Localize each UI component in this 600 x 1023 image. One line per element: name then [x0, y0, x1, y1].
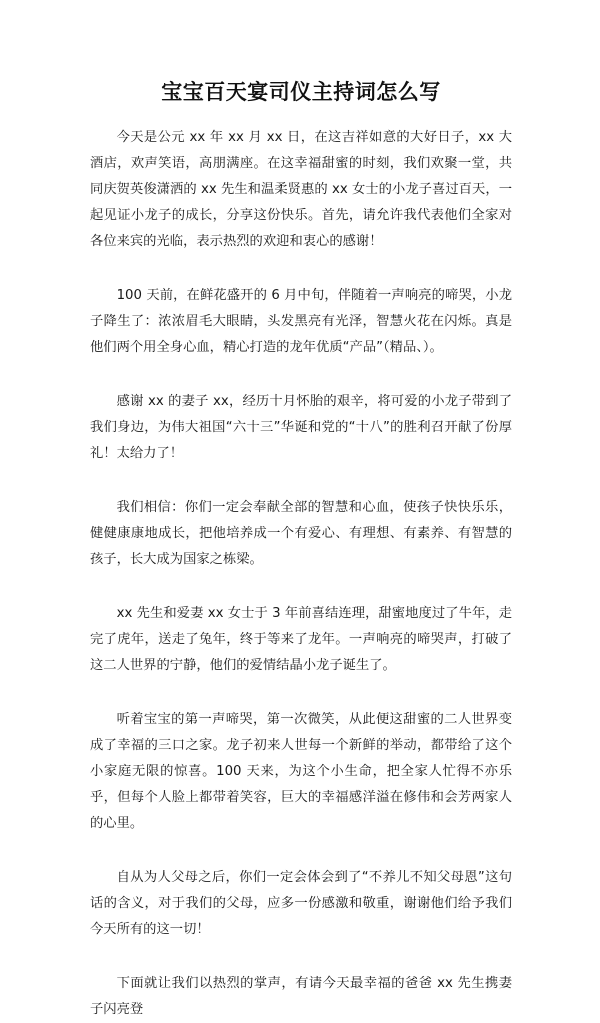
- document-title: 宝宝百天宴司仪主持词怎么写: [161, 80, 441, 104]
- paragraph-family: 听着宝宝的第一声啼哭，第一次微笑，从此便这甜蜜的二人世界变成了幸福的三口之家。龙子初来人世每一个新鲜的举动，都带给了这个小家庭无限的惊喜。100 天来，为这个小生命，把全家人忙得不亦乐乎，但每个人脸上都带着笑容，巨大的幸福感洋溢在修伟和会芳两家人的心里。: [90, 712, 512, 831]
- paragraph-marriage: xx 先生和爱妻 xx 女士于 3 年前喜结连理，甜蜜地度过了牛年，走完了虎年，送走了兔年，终于等来了龙年。一声响亮的啼哭声，打破了这二人世界的宁静，他们的爱情结晶小龙子诞生了。: [90, 606, 512, 673]
- paragraph-opening: 今天是公元 xx 年 xx 月 xx 日，在这吉祥如意的大好日子，xx 大酒店，欢声笑语，高朋满座。在这幸福甜蜜的时刻，我们欢聚一堂，共同庆贺英俊潇洒的 xx 先生和温柔贤惠的 xx 女士的小龙子喜过百天，一起见证小龙子的成长，分享这份快乐。首先，请允许我代表他们全家对各位来宾的光临，表示热烈的欢迎和衷心的感谢！: [90, 130, 512, 249]
- paragraph-birth: 100 天前，在鲜花盛开的 6 月中旬，伴随着一声响亮的啼哭，小龙子降生了：浓浓眉毛大眼睛，头发黑亮有光泽，智慧火花在闪烁。真是他们两个用全身心血，精心打造的龙年优质“产品”（精品、）。: [90, 288, 512, 355]
- paragraph-belief: 我们相信：你们一定会奉献全部的智慧和心血，使孩子快快乐乐，健健康康地成长，把他培养成一个有爱心、有理想、有素养、有智慧的孩子，长大成为国家之栋梁。: [90, 500, 512, 567]
- paragraph-closing: 下面就让我们以热烈的掌声，有请今天最幸福的爸爸 xx 先生携妻子闪亮登: [90, 976, 512, 1017]
- paragraph-parents: 自从为人父母之后，你们一定会体会到了“不养儿不知父母恩”这句话的含义，对于我们的父母，应多一份感激和敬重，谢谢他们给予我们今天所有的这一切！: [90, 870, 512, 937]
- paragraph-thanks-wife: 感谢 xx 的妻子 xx，经历十月怀胎的艰辛，将可爱的小龙子带到了我们身边，为伟大祖国“六十三”华诞和党的“十八”的胜利召开献了份厚礼！太给力了！: [90, 394, 512, 461]
